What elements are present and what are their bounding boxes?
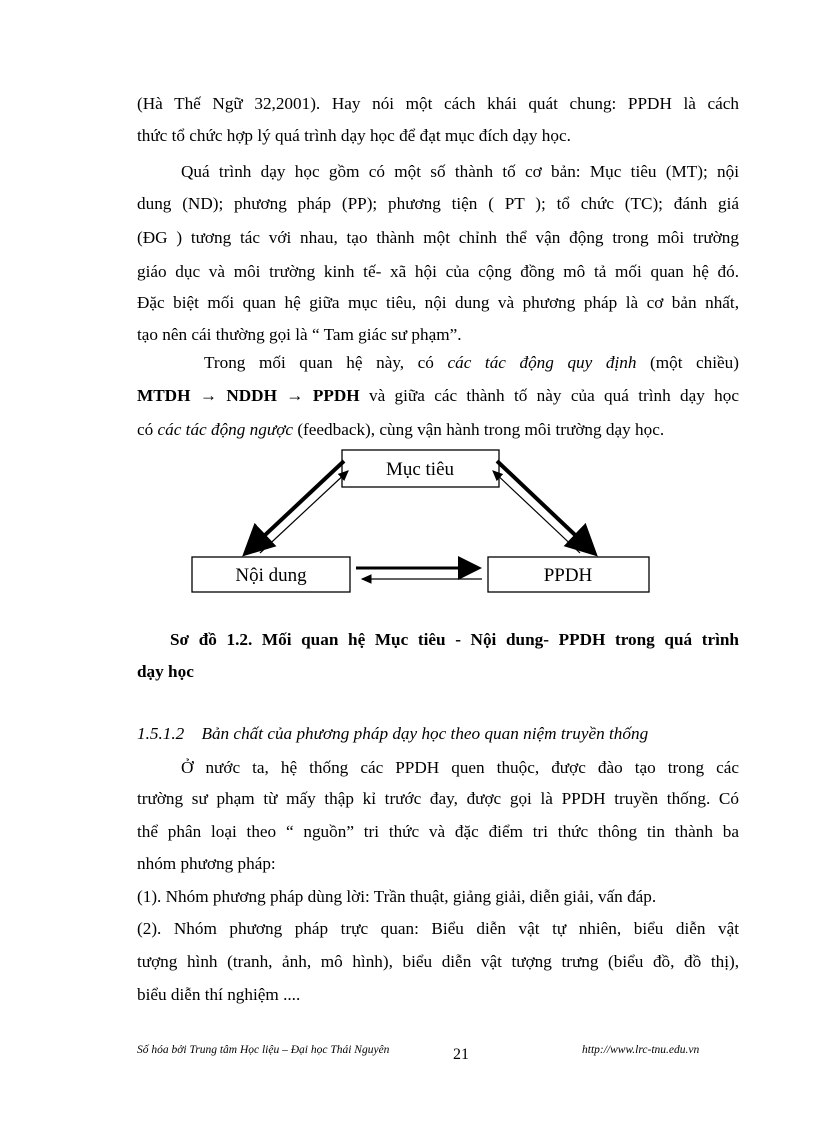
- paragraph-line: biểu diễn thí nghiệm ....: [137, 985, 301, 1004]
- paragraph-line: nhóm phương pháp:: [137, 854, 276, 873]
- section-heading: 1.5.1.2 Bản chất của phương pháp dạy học theo quan niệm truyền thống: [137, 724, 649, 743]
- paragraph-line: dung (ND); phương pháp (PP); phương tiện ( PT ); tổ chức (TC); đánh giá: [137, 194, 739, 213]
- figure-caption: Sơ đồ 1.2. Mối quan hệ Mục tiêu - Nội dung- PPDH trong quá trình: [170, 630, 739, 649]
- paragraph-line: Quá trình dạy học gồm có một số thành tố cơ bản: Mục tiêu (MT); nội: [181, 162, 739, 181]
- paragraph-line: (2). Nhóm phương pháp trực quan: Biểu diễn vật tự nhiên, biểu diễn vật: [137, 919, 739, 938]
- page-number: 21: [453, 1046, 469, 1063]
- arrow-mt-to-nd: [248, 461, 344, 551]
- paragraph-line: tạo nên cái thường gọi là “ Tam giác sư phạm”.: [137, 325, 462, 344]
- figure-caption: dạy học: [137, 662, 194, 681]
- arrow-mt-to-ppdh: [497, 461, 592, 551]
- arrow-nd-to-mt: [260, 471, 348, 553]
- box-ppdh-label: PPDH: [543, 565, 593, 586]
- footer-source: Số hóa bởi Trung tâm Học liệu – Đại học Thái Nguyên: [137, 1044, 390, 1056]
- paragraph-line: trường sư phạm từ mấy thập kỉ trước đay, được gọi là PPDH truyền thống. Có: [137, 789, 739, 808]
- paragraph-line: tượng hình (tranh, ảnh, mô hình), biểu diễn vật tượng trưng (biểu đồ, đồ thị),: [137, 952, 739, 971]
- paragraph-line: có các tác động ngược (feedback), cùng vận hành trong môi trường dạy học.: [137, 420, 665, 439]
- paragraph-line: giáo dục và môi trường kinh tế- xã hội của cộng đồng mô tả mối quan hệ đó.: [137, 262, 739, 281]
- footer-url[interactable]: http://www.lrc-tnu.edu.vn: [582, 1044, 700, 1056]
- paragraph-line: (Hà Thế Ngữ 32,2001). Hay nói một cách khái quát chung: PPDH là cách: [137, 94, 739, 113]
- paragraph-line: (ĐG ) tương tác với nhau, tạo thành một chỉnh thể vận động trong môi trường: [137, 228, 739, 247]
- box-noi-dung-label: Nội dung: [235, 565, 307, 586]
- box-muc-tieu-label: Mục tiêu: [385, 459, 455, 480]
- paragraph-line: thể phân loại theo “ nguồn” tri thức và đặc điểm tri thức thông tin thành ba: [137, 822, 739, 841]
- arrow-ppdh-to-mt: [493, 471, 580, 553]
- paragraph-line: Đặc biệt mối quan hệ giữa mục tiêu, nội dung và phương pháp là cơ bản nhất,: [137, 293, 739, 312]
- paragraph-line: Ở nước ta, hệ thống các PPDH quen thuộc, được đào tạo trong các: [181, 758, 739, 777]
- paragraph-line: thức tổ chức hợp lý quá trình dạy học để đạt mục đích dạy học.: [137, 126, 571, 145]
- paragraph-line: (1). Nhóm phương pháp dùng lời: Trần thuật, giảng giải, diễn giải, vấn đáp.: [137, 887, 657, 906]
- triangle-diagram: [180, 445, 660, 595]
- paragraph-line: MTDH → NDDH → PPDH và giữa các thành tố này của quá trình dạy học: [137, 386, 739, 405]
- paragraph-line: Trong mối quan hệ này, có các tác động quy định (một chiều): [204, 353, 739, 372]
